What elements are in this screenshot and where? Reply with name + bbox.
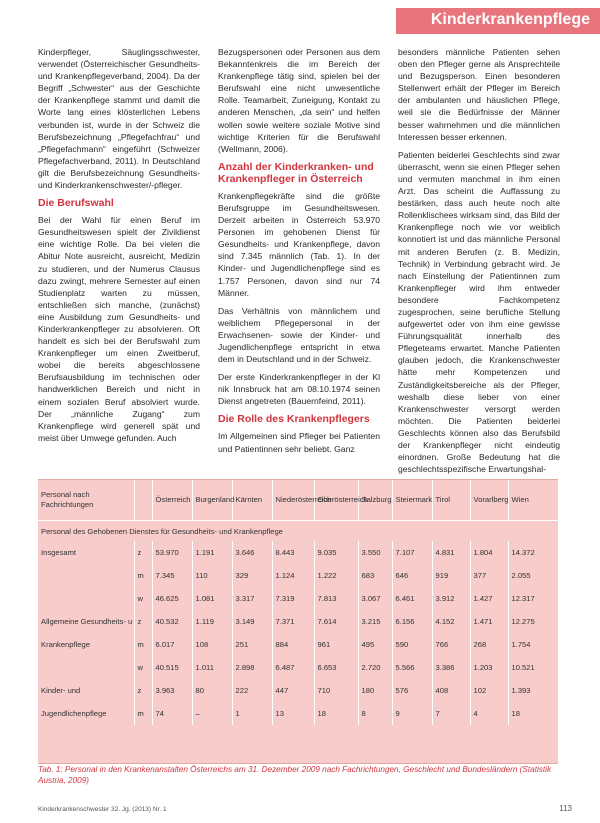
table-row (38, 633, 558, 656)
table-section-label: Personal des Gehobenen Dienstes für Gesundheits- und Krankenpflege (38, 521, 558, 542)
row-label: Allgemeine Gesundheits- u (38, 610, 134, 633)
cell-value: – (192, 702, 232, 725)
col2-paragraph-1: Bezugspersonen oder Personen aus dem Bekanntenkreis die im Bereich der Krankenpflege tätig sind, spielen bei der Berufswahl eine nicht unwesentliche Rolle. Teamarbeit, Zuneigung, Kontakt zu anderen Menschen, „da sein“ und helfen wollen sowie weitere soziale Motive sind wichtige Kriterien für die Berufswahl (Wellmann, 2006). (218, 47, 380, 154)
cell-value: 408 (432, 679, 470, 702)
cell-value: 10.521 (508, 656, 558, 679)
cell-value: 3.215 (358, 610, 392, 633)
table-header: Vorarlberg (470, 480, 508, 521)
table-section-row (38, 521, 558, 542)
column-1 (38, 46, 200, 478)
table-header-row (38, 480, 558, 521)
cell-value: 1.804 (470, 541, 508, 564)
table-header: Salzburg (358, 480, 392, 521)
cell-value: 222 (232, 679, 272, 702)
cell-value: 3.963 (152, 679, 192, 702)
cell-value: 1.427 (470, 587, 508, 610)
table-header: Tirol (432, 480, 470, 521)
page-number: 113 (559, 804, 572, 813)
table-row (38, 564, 558, 587)
row-sex: m (134, 564, 152, 587)
row-label: Krankenpflege (38, 633, 134, 656)
cell-value: 6.653 (314, 656, 358, 679)
column-2 (218, 46, 380, 478)
cell-value: 7.371 (272, 610, 314, 633)
cell-value: 576 (392, 679, 432, 702)
row-label: Jugendlichenpflege (38, 702, 134, 725)
table-header: Steiermark (392, 480, 432, 521)
cell-value: 9 (392, 702, 432, 725)
cell-value: 18 (314, 702, 358, 725)
cell-value: 108 (192, 633, 232, 656)
cell-value: 7.614 (314, 610, 358, 633)
cell-value: 710 (314, 679, 358, 702)
cell-value: 46.625 (152, 587, 192, 610)
table-row (38, 541, 558, 564)
cell-value: 329 (232, 564, 272, 587)
cell-value: 884 (272, 633, 314, 656)
page-header-title: Kinderkrankenpflege (430, 11, 590, 28)
cell-value: 7.345 (152, 564, 192, 587)
cell-value: 7 (432, 702, 470, 725)
row-sex: z (134, 679, 152, 702)
row-label: Kinder- und (38, 679, 134, 702)
table-header: Oberösterreich (314, 480, 358, 521)
cell-value: 5.566 (392, 656, 432, 679)
table-row (38, 610, 558, 633)
row-sex: z (134, 610, 152, 633)
cell-value: 3.067 (358, 587, 392, 610)
cell-value: 110 (192, 564, 232, 587)
cell-value: 3.550 (358, 541, 392, 564)
table-header (134, 480, 152, 521)
cell-value: 3.317 (232, 587, 272, 610)
table-row (38, 702, 558, 725)
cell-value: 377 (470, 564, 508, 587)
col3-paragraph-1: besonders männliche Patienten sehen oben den Pfleger gerne als Ansprechteile und Bezugsperson. Einen besonderen Stellenwert erhält der Pfleger im Bereich der ambulanten und häuslichen Pflege, weil sie die Bedürfnisse der Männer besser wahrnehmen und die männlichen Interessen besser erkennen. (398, 47, 560, 142)
cell-value: 7.813 (314, 587, 358, 610)
cell-value: 919 (432, 564, 470, 587)
table-header: Personal nach Fachrichtungen (38, 480, 134, 521)
row-label: Insgesamt (38, 541, 134, 564)
table-body (38, 521, 558, 726)
cell-value: 1.393 (508, 679, 558, 702)
col1-paragraph-1: Kinderpfleger, Säuglingsschwester, verwendet (Österreichischer Gesundheits- und Krankenpflegeverband, 2004). Da der Begriff „Schwester“ aus der Geschichte der Krankenpflege stammt und damit die Worte lang eines klösterlichen Lebens verbunden ist, wurde in der Schweiz die Berufsbezeichnung „Pflegefachfrau“ und „Pflegefachmann“ eingeführt (Schweizer Pflegefachverband, 2011). In Deutschland gilt die Berufsbezeichnung Gesundheits- und Kinderkrankenschwester/-pfleger. (38, 47, 200, 191)
cell-value: 53.970 (152, 541, 192, 564)
cell-value: 961 (314, 633, 358, 656)
table-header: Kärnten (232, 480, 272, 521)
cell-value: 495 (358, 633, 392, 656)
col2-paragraph-4: Der erste Kinderkrankenpfleger in der Kl nik Innsbruck hat am 08.10.1974 seinen Dienst angetreten (Bauernfeind, 2011). (218, 372, 380, 407)
cell-value: 1.011 (192, 656, 232, 679)
cell-value: 1.203 (470, 656, 508, 679)
col2-paragraph-3: Das Verhältnis von männlichem und weiblichem Pflegepersonal in der Erwachsenen- sowie der Kinder- und Jugendlichenpflege entspricht in etwa dem in Deutschland und in der Schweiz. (218, 305, 380, 365)
cell-value: 12.275 (508, 610, 558, 633)
cell-value: 1.222 (314, 564, 358, 587)
cell-value: 1.471 (470, 610, 508, 633)
cell-value: 251 (232, 633, 272, 656)
cell-value: 1.124 (272, 564, 314, 587)
cell-value: 14.372 (508, 541, 558, 564)
cell-value: 6.017 (152, 633, 192, 656)
row-label (38, 656, 134, 679)
table-header: Niederösterreich (272, 480, 314, 521)
cell-value: 447 (272, 679, 314, 702)
table-row (38, 587, 558, 610)
header-bar (396, 8, 600, 34)
cell-value: 766 (432, 633, 470, 656)
cell-value: 6.156 (392, 610, 432, 633)
statistics-table-box (38, 479, 558, 764)
row-sex: w (134, 587, 152, 610)
cell-value: 4.152 (432, 610, 470, 633)
cell-value: 7.107 (392, 541, 432, 564)
cell-value: 3.386 (432, 656, 470, 679)
cell-value: 12.317 (508, 587, 558, 610)
col2-paragraph-2: Krankenpflegekräfte sind die größte Berufsgruppe im Gesundheitswesen. Derzeit arbeiten in Österreich 53.970 Personen im gehobenen Dienst für Gesundheits- und Krankenpflege, davon sind 7.345 männlich (Tab. 1). In der Kinder- und Jugendlichenpflege sind es 1.757 Personen, davon sind nur 74 Männer. (218, 190, 380, 298)
table-row (38, 656, 558, 679)
cell-value: 180 (358, 679, 392, 702)
row-label (38, 587, 134, 610)
cell-value: 3.912 (432, 587, 470, 610)
cell-value: 13 (272, 702, 314, 725)
cell-value: 40.532 (152, 610, 192, 633)
table-header: Österreich (152, 480, 192, 521)
col2-paragraph-5: Im Allgemeinen sind Pfleger bei Patienten und Patientinnen sehr beliebt. Ganz (218, 431, 380, 454)
cell-value: 1.191 (192, 541, 232, 564)
cell-value: 40.515 (152, 656, 192, 679)
cell-value: 683 (358, 564, 392, 587)
cell-value: 8.443 (272, 541, 314, 564)
col3-paragraph-2: Patienten beiderlei Geschlechts sind zwar überrascht, wenn sie einen Pfleger sehen und vermuten manchmal in ihm einen Arzt. Das scheint die Auffassung zu bestärken, dass auch heute noch alte Rollenklischees wirksam sind, das Bild der Krankenpflege noch wie vor weiblich konnotiert ist und das männliche Personal mit anderen Berufen (z. B. Medizin, Technik) in Verbindung gebracht wird. Je nach Einstellung der Patientinnen zum Krankenpfleger wird ihm entweder besondere Fachkompetenz zugesprochen, seine berufliche Stellung aufgewertet oder von ihm eine gewisse Führungsqualität innerhalb des Pflegeteams erwartet. Manche Patienten glauben jedoch, die Krankenschwester hätte mehr Kompetenzen und Zuständigkeitsbereiche als der Pfleger, weshalb diese lieber von einer Krankenschwester versorgt werden möchten. Die Patienten beiderlei Geschlechts können also das Berufsbild der Krankenpfleger nicht eindeutig einordnen. Große Bedeutung hat die geschlechtsspezifische Erwartungshal- (398, 149, 560, 475)
row-label (38, 564, 134, 587)
cell-value: 1.081 (192, 587, 232, 610)
text-columns (38, 46, 578, 478)
table-caption: Tab. 1: Personal in den Krankenanstalten Österreichs am 31. Dezember 2009 nach Fachrichtungen, Geschlecht und Bundesländern (Statistik Austria, 2009) (38, 765, 552, 785)
cell-value: 18 (508, 702, 558, 725)
col1-paragraph-2: Bei der Wahl für einen Beruf im Gesundheitswesen spielt der Zivildienst eine wichtige Rolle. Da bei vielen die Abitur Note ausreicht, ausreicht, Medizin zu studieren, und der Numerus Clausus dazu zwingt, mehrere Semester auf einen Studienplatz warten zu müssen, entschließen sich manche, (zunächst) eine Ausbildung zum Gesundheits- und Kinderkrankenpfleger zu absolvieren. Oft handelt es sich bei der Berufswahl zum Krankenpfleger um einen Zweitberuf, wobei die bereits abgeschlossene Berufsausbildung im technischen oder handwerklichen Bereich und nicht in einem sozialen Beruf absolviert wurde. Der „männliche Zugang“ zum Krankenpflege wird generell spät und meist über Umwege gefunden. Auch (38, 215, 200, 443)
heading-anzahl: Anzahl der Kinderkranken- und Krankenpfleger in Österreich (218, 160, 374, 185)
cell-value: 1.754 (508, 633, 558, 656)
cell-value: 74 (152, 702, 192, 725)
row-sex: z (134, 541, 152, 564)
cell-value: 2.898 (232, 656, 272, 679)
cell-value: 268 (470, 633, 508, 656)
cell-value: 646 (392, 564, 432, 587)
table-header: Burgenland (192, 480, 232, 521)
heading-rolle: Die Rolle des Krankenpflegers (218, 413, 370, 426)
cell-value: 102 (470, 679, 508, 702)
table-header: Wien (508, 480, 558, 521)
column-3 (398, 46, 560, 478)
cell-value: 4 (470, 702, 508, 725)
footer-journal: Kinderkrankenschwester 32. Jg. (2013) Nr. 1 (38, 806, 167, 813)
statistics-table (38, 480, 559, 725)
row-sex: w (134, 656, 152, 679)
cell-value: 80 (192, 679, 232, 702)
heading-berufswahl: Die Berufswahl (38, 197, 114, 210)
cell-value: 3.149 (232, 610, 272, 633)
row-sex: m (134, 702, 152, 725)
cell-value: 7.319 (272, 587, 314, 610)
cell-value: 6.461 (392, 587, 432, 610)
row-sex: m (134, 633, 152, 656)
cell-value: 4.831 (432, 541, 470, 564)
cell-value: 1.119 (192, 610, 232, 633)
cell-value: 1 (232, 702, 272, 725)
cell-value: 8 (358, 702, 392, 725)
cell-value: 3.646 (232, 541, 272, 564)
cell-value: 2.055 (508, 564, 558, 587)
cell-value: 6.487 (272, 656, 314, 679)
table-row (38, 679, 558, 702)
cell-value: 590 (392, 633, 432, 656)
cell-value: 2.720 (358, 656, 392, 679)
cell-value: 9.035 (314, 541, 358, 564)
